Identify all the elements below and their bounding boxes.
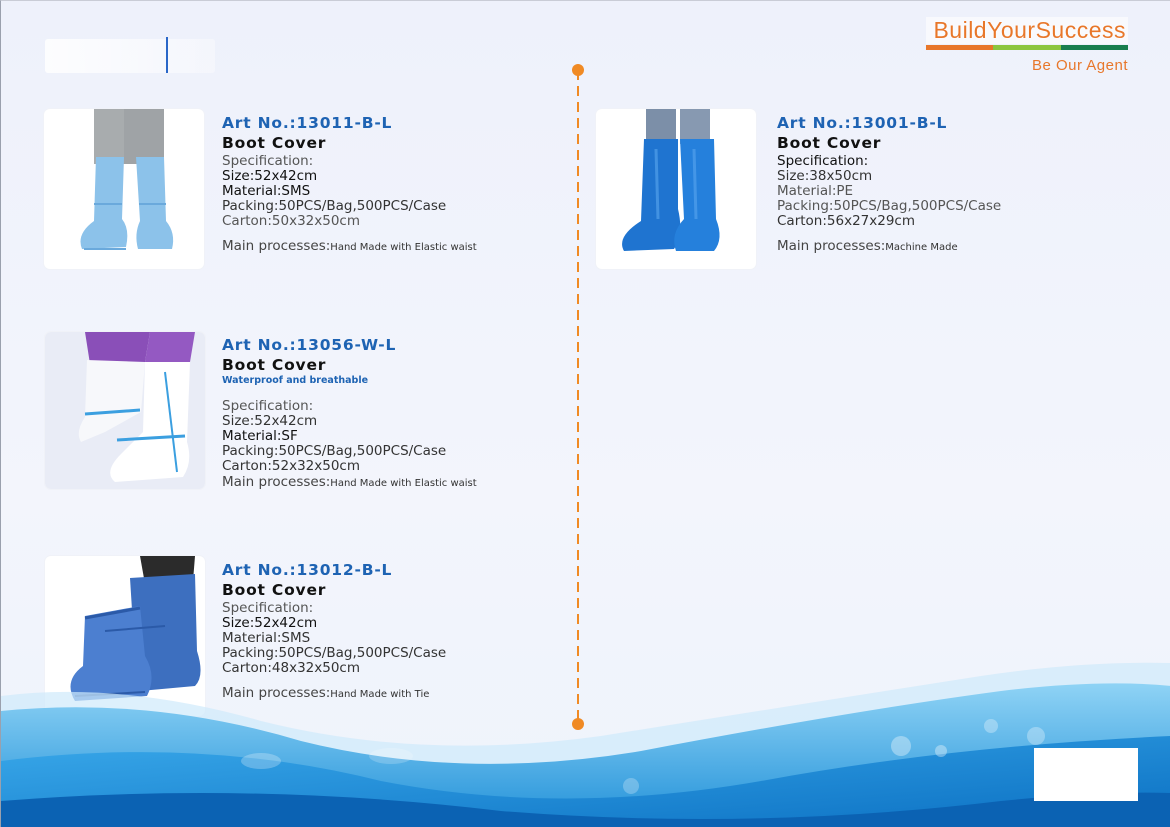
process-value: Hand Made with Elastic waist bbox=[330, 478, 477, 489]
spec-material: Material:PE bbox=[777, 183, 854, 199]
main-processes bbox=[777, 238, 1001, 254]
art-number: Art No.:13056-W-L bbox=[222, 336, 397, 354]
white-boot-cover-icon bbox=[45, 332, 205, 489]
company-logo bbox=[45, 39, 215, 73]
spec-packing: Packing:50PCS/Bag,500PCS/Case bbox=[222, 443, 447, 459]
product-photo-13011 bbox=[44, 109, 204, 269]
product-name: Boot Cover bbox=[222, 356, 327, 374]
process-value: Hand Made with Tie bbox=[330, 689, 430, 700]
brand-title: BuildYourSuccess bbox=[926, 17, 1128, 44]
blank-label-box bbox=[1034, 748, 1138, 801]
product-info-13011 bbox=[222, 114, 477, 254]
product-info-13001 bbox=[777, 114, 1001, 254]
product-name: Boot Cover bbox=[222, 134, 327, 152]
spec-size: Size:38x50cm bbox=[777, 168, 873, 184]
brand-subtitle: Be Our Agent bbox=[1031, 57, 1128, 74]
brand-stripe-orange bbox=[926, 45, 993, 50]
art-number: Art No.:13011-B-L bbox=[222, 114, 393, 132]
process-label: Main processes: bbox=[222, 685, 331, 701]
spec-size: Size:52x42cm bbox=[222, 168, 318, 184]
main-processes bbox=[222, 474, 477, 490]
brand-block bbox=[926, 17, 1128, 74]
process-label: Main processes: bbox=[777, 238, 886, 254]
spec-carton: Carton:56x27x29cm bbox=[777, 213, 915, 229]
spec-packing: Packing:50PCS/Bag,500PCS/Case bbox=[777, 198, 1002, 214]
process-label: Main processes: bbox=[222, 238, 331, 254]
spec-carton: Carton:52x32x50cm bbox=[222, 458, 360, 474]
spec-material: Material:SMS bbox=[222, 630, 311, 646]
product-tagline: Waterproof and breathable bbox=[222, 375, 369, 386]
spec-packing: Packing:50PCS/Bag,500PCS/Case bbox=[222, 645, 447, 661]
art-number: Art No.:13001-B-L bbox=[777, 114, 948, 132]
brand-stripe-darkgreen bbox=[1061, 45, 1128, 50]
main-processes bbox=[222, 238, 477, 254]
spec-size: Size:52x42cm bbox=[222, 413, 318, 429]
spec-label: Specification: bbox=[222, 600, 314, 616]
product-info-13056 bbox=[222, 336, 477, 490]
spec-label: Specification: bbox=[777, 153, 869, 169]
spec-label: Specification: bbox=[222, 153, 314, 169]
product-name: Boot Cover bbox=[222, 581, 327, 599]
light-blue-boot-cover-icon bbox=[44, 109, 204, 269]
spec-material: Material:SMS bbox=[222, 183, 311, 199]
process-label: Main processes: bbox=[222, 474, 331, 490]
water-wave-decoration bbox=[1, 641, 1170, 827]
center-divider bbox=[577, 70, 579, 722]
process-value: Machine Made bbox=[885, 242, 958, 253]
spec-size: Size:52x42cm bbox=[222, 615, 318, 631]
process-value: Hand Made with Elastic waist bbox=[330, 242, 477, 253]
brand-stripe bbox=[926, 45, 1128, 50]
product-name: Boot Cover bbox=[777, 134, 882, 152]
spec-material: Material:SF bbox=[222, 428, 298, 444]
art-number: Art No.:13012-B-L bbox=[222, 561, 393, 579]
product-photo-13001 bbox=[596, 109, 756, 269]
spec-packing: Packing:50PCS/Bag,500PCS/Case bbox=[222, 198, 447, 214]
logo-divider bbox=[166, 37, 168, 73]
spec-carton: Carton:50x32x50cm bbox=[222, 213, 360, 229]
brand-stripe-green bbox=[993, 45, 1060, 50]
product-photo-13056 bbox=[45, 332, 205, 489]
spec-carton: Carton:48x32x50cm bbox=[222, 660, 360, 676]
blue-pe-boot-cover-icon bbox=[596, 109, 756, 269]
divider-top-dot bbox=[572, 64, 584, 76]
spec-label: Specification: bbox=[222, 398, 314, 414]
